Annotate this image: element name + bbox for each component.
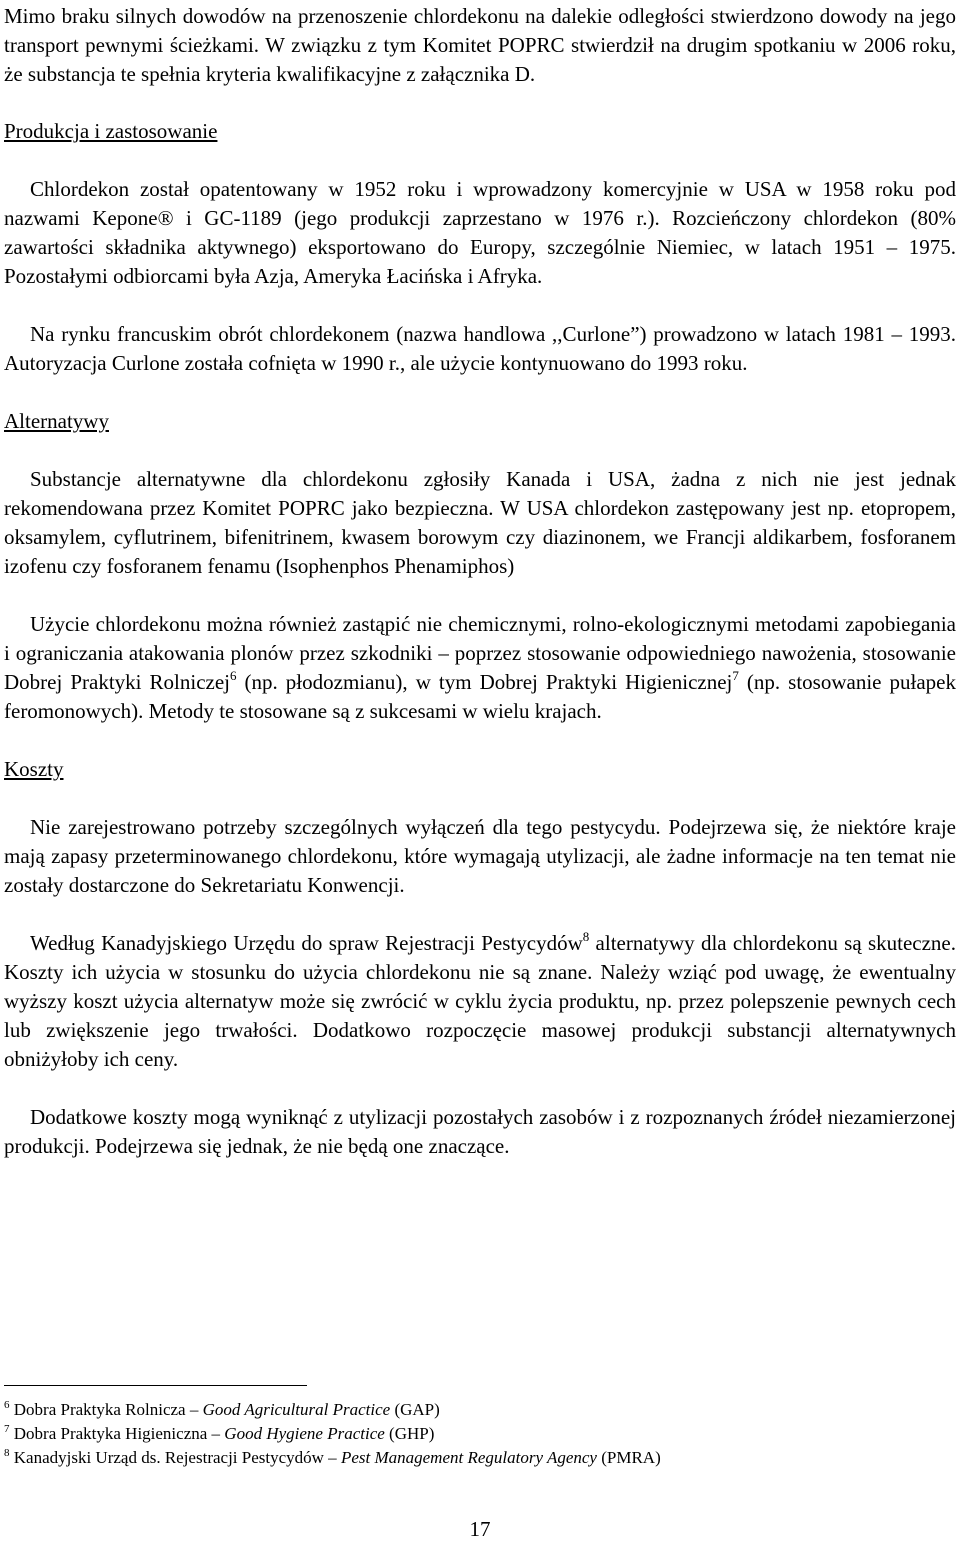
paragraph-alternatywy-1: Substancje alternatywne dla chlordekonu zgłosiły Kanada i USA, żadna z nich nie jest jednak rekomendowana przez Komitet POPRC jako bezpieczna. W USA chlordekon zastępowany jest np. etopropem, oksamylem, cyflutrinem, bifenitrinem, kwasem borowym czy diazinonem, we Francji aldikarbem, fosforanem izofenu czy fosforanem fenamu (Isophenphos Phenamiphos) [4, 467, 956, 578]
paragraph-alternatywy-2 [4, 610, 956, 726]
footnote-8-number: 8 [4, 1447, 10, 1459]
paragraph-koszty-2-part1: Według Kanadyjskiego Urzędu do spraw Rejestracji Pestycydów [30, 931, 583, 955]
footnote-7-number: 7 [4, 1423, 10, 1435]
paragraph-koszty-2-part2: alternatywy dla chlordekonu są skuteczne. Koszty ich użycia w stosunku do użycia chlordekonu nie są znane. Należy wziąć pod uwagę, że ewentualny wyższy koszt użycia alternatyw może się zwrócić w cyklu życia produktu, np. przez polepszenie pewnych cech lub zwiększenie jego trwałości. Dodatkowo rozpoczęcie masowej produkcji substancji alternatywnych obniżyłoby ich ceny. [4, 931, 956, 1071]
paragraph-alternatywy-2-part1: Użycie chlordekonu można również zastąpić nie chemicznymi, rolno-ekologicznymi metodami zapobiegania i ograniczania atakowania plonów przez szkodniki – poprzez stosowanie odpowiedniego nawożenia, stosowanie Dobrej Praktyki Rolniczej [4, 612, 956, 694]
footnote-6 [4, 1398, 904, 1422]
heading-koszty: Koszty [4, 757, 64, 781]
footnote-7-text: Dobra Praktyka Higieniczna – [13, 1424, 225, 1443]
footnotes [4, 1398, 904, 1470]
footnote-ref-8: 8 [582, 929, 590, 944]
footnote-separator [4, 1385, 307, 1386]
footnote-ref-7: 7 [732, 668, 739, 683]
paragraph-koszty-2 [4, 929, 956, 1074]
document-page [4, 0, 956, 1161]
footnote-8-text: Kanadyjski Urząd ds. Rejestracji Pestycydów – [13, 1448, 341, 1467]
footnote-6-text: Dobra Praktyka Rolnicza – [13, 1400, 203, 1419]
paragraph-koszty-3: Dodatkowe koszty mogą wyniknąć z utylizacji pozostałych zasobów i z rozpoznanych źródeł niezamierzonej produkcji. Podejrzewa się jednak, że nie będą one znaczące. [4, 1105, 956, 1158]
paragraph-koszty-1: Nie zarejestrowano potrzeby szczególnych wyłączeń dla tego pestycydu. Podejrzewa się, że niektóre kraje mają zapasy przeterminowanego chlordekonu, które wymagają utylizacji, ale żadne informacje na ten temat nie zostały dostarczone do Sekretariatu Konwencji. [4, 815, 956, 897]
heading-produkcja: Produkcja i zastosowanie [4, 119, 218, 143]
footnote-6-tail: (GAP) [390, 1400, 440, 1419]
footnote-7 [4, 1422, 904, 1446]
footnote-8 [4, 1446, 904, 1470]
paragraph-produkcja-1: Chlordekon został opatentowany w 1952 roku i wprowadzony komercyjnie w USA w 1958 roku pod nazwami Kepone® i GC-1189 (jego produkcji zaprzestano w 1976 r.). Rozcieńczony chlordekon (80% zawartości składnika aktywnego) eksportowano do Europy, szczególnie Niemiec, w latach 1951 – 1975. Pozostałymi odbiorcami była Azja, Ameryka Łacińska i Afryka. [4, 177, 956, 288]
footnote-8-italic: Pest Management Regulatory Agency [340, 1448, 597, 1467]
paragraph-alternatywy-2-part2: (np. płodozmianu), w tym Dobrej Praktyki Higienicznej [236, 670, 733, 694]
footnote-7-tail: (GHP) [384, 1424, 435, 1443]
footnote-6-number: 6 [4, 1399, 10, 1411]
footnote-6-italic: Good Agricultural Practice [202, 1400, 391, 1419]
footnote-ref-6: 6 [230, 668, 237, 683]
page-number: 17 [469, 1517, 491, 1541]
heading-alternatywy: Alternatywy [4, 409, 109, 433]
paragraph-produkcja-2: Na rynku francuskim obrót chlordekonem (nazwa handlowa ,,Curlone”) prowadzono w latach 1981 – 1993. Autoryzacja Curlone została cofnięta w 1990 r., ale użycie kontynuowano do 1993 roku. [4, 322, 956, 375]
paragraph-intro: Mimo braku silnych dowodów na przenoszenie chlordekonu na dalekie odległości stwierdzono dowody na jego transport pewnymi ścieżkami. W związku z tym Komitet POPRC stwierdził na drugim spotkaniu w 2006 roku, że substancja te spełnia kryteria kwalifikacyjne z załącznika D. [4, 4, 956, 86]
footnote-7-italic: Good Hygiene Practice [224, 1424, 385, 1443]
paragraph-alternatywy-2-part3: (np. stosowanie pułapek feromonowych). Metody te stosowane są z sukcesami w wielu krajach. [4, 670, 956, 723]
footnote-8-tail: (PMRA) [596, 1448, 661, 1467]
